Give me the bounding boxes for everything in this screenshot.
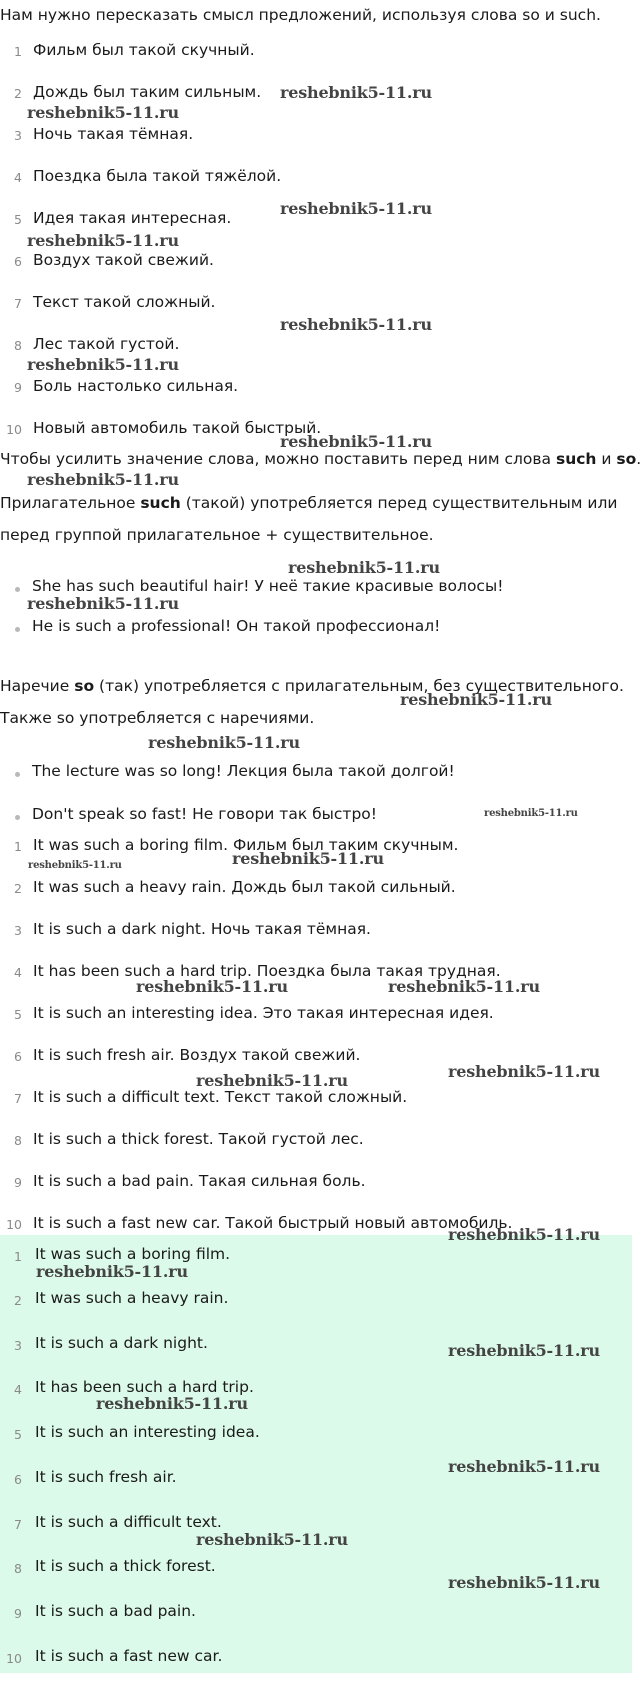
watermark: reshebnik5-11.ru [148, 733, 300, 752]
answer-item: It is such a bad pain. Такая сильная боль. [33, 1172, 366, 1190]
watermark: reshebnik5-11.ru [27, 470, 179, 489]
watermark: reshebnik5-11.ru [280, 199, 432, 218]
answer-item: It is such a difficult text. Текст такой сложный. [33, 1088, 408, 1106]
answer-item: It is such a dark night. Ночь такая тёмная. [33, 920, 371, 938]
item-number: 2 [14, 881, 22, 896]
watermark: reshebnik5-11.ru [136, 977, 288, 996]
watermark: reshebnik5-11.ru [96, 1394, 248, 1413]
item-number: 9 [14, 1606, 22, 1621]
watermark: reshebnik5-11.ru [196, 1071, 348, 1090]
example-item: The lecture was so long! Лекция была такой долгой! [32, 762, 455, 780]
task-item: Идея такая интересная. [33, 209, 232, 227]
answer-item: It is such a thick forest. Такой густой лес. [33, 1130, 364, 1148]
answer-item: It is such a difficult text. [35, 1513, 222, 1531]
item-number: 1 [14, 44, 22, 59]
watermark: reshebnik5-11.ru [196, 1530, 348, 1549]
watermark: reshebnik5-11.ru [232, 849, 384, 868]
answer-item: It is such fresh air. [35, 1468, 177, 1486]
item-number: 4 [14, 170, 22, 185]
watermark: reshebnik5-11.ru [388, 977, 540, 996]
answer-item: It was such a boring film. [35, 1245, 231, 1263]
task-item: Поездка была такой тяжёлой. [33, 167, 282, 185]
task-item: Новый автомобиль такой быстрый. [33, 419, 322, 437]
answer-item: It was such a heavy rain. [35, 1289, 229, 1307]
item-number: 4 [14, 1382, 22, 1397]
watermark: reshebnik5-11.ru [484, 808, 578, 819]
item-number: 3 [14, 128, 22, 143]
theory-paragraph: Прилагательное such (такой) употребляется перед существительным или [0, 494, 618, 512]
theory-paragraph: Чтобы усилить значение слова, можно поставить перед ним слова such и so. [0, 450, 641, 468]
answer-item: It is such a dark night. [35, 1334, 208, 1352]
item-number: 8 [14, 1133, 22, 1148]
answer-item: It has been such a hard trip. Поездка была такая трудная. [33, 962, 501, 980]
theory-paragraph: Также so употребляется с наречиями. [0, 709, 315, 727]
watermark: reshebnik5-11.ru [280, 432, 432, 451]
answer-item: It is such a fast new car. [35, 1647, 223, 1665]
watermark: reshebnik5-11.ru [448, 1062, 600, 1081]
item-number: 5 [14, 212, 22, 227]
bullet [15, 587, 20, 592]
watermark: reshebnik5-11.ru [27, 231, 179, 250]
bullet [15, 772, 20, 777]
watermark: reshebnik5-11.ru [448, 1573, 600, 1592]
item-number: 10 [6, 422, 22, 437]
item-number: 2 [14, 1293, 22, 1308]
item-number: 6 [14, 1472, 22, 1487]
theory-paragraph: Наречие so (так) употребляется с прилагательным, без существительного. [0, 677, 624, 695]
item-number: 9 [14, 1175, 22, 1190]
answer-item: It has been such a hard trip. [35, 1378, 254, 1396]
theory-paragraph: перед группой прилагательное + существительное. [0, 526, 434, 544]
watermark: reshebnik5-11.ru [280, 83, 432, 102]
item-number: 7 [14, 1091, 22, 1106]
item-number: 6 [14, 1049, 22, 1064]
answer-item: It is such a bad pain. [35, 1602, 196, 1620]
task-item: Фильм был такой скучный. [33, 41, 255, 59]
item-number: 8 [14, 1561, 22, 1576]
item-number: 7 [14, 296, 22, 311]
example-item: She has such beautiful hair! У неё такие красивые волосы! [32, 577, 504, 595]
item-number: 10 [6, 1651, 22, 1666]
task-item: Дождь был таким сильным. [33, 83, 262, 101]
watermark: reshebnik5-11.ru [288, 558, 440, 577]
example-item: Don't speak so fast! Не говори так быстро! [32, 805, 377, 823]
watermark: reshebnik5-11.ru [27, 103, 179, 122]
item-number: 3 [14, 923, 22, 938]
item-number: 1 [14, 839, 22, 854]
item-number: 3 [14, 1338, 22, 1353]
task-item: Ночь такая тёмная. [33, 125, 194, 143]
answer-item: It is such an interesting idea. [35, 1423, 260, 1441]
item-number: 9 [14, 380, 22, 395]
task-item: Текст такой сложный. [33, 293, 216, 311]
item-number: 6 [14, 254, 22, 269]
answer-item: It is such an interesting idea. Это такая интересная идея. [33, 1004, 494, 1022]
item-number: 5 [14, 1427, 22, 1442]
watermark: reshebnik5-11.ru [448, 1341, 600, 1360]
item-number: 1 [14, 1249, 22, 1264]
watermark: reshebnik5-11.ru [448, 1457, 600, 1476]
item-number: 5 [14, 1007, 22, 1022]
intro-text: Нам нужно пересказать смысл предложений, используя слова so и such. [0, 6, 601, 24]
item-number: 10 [6, 1217, 22, 1232]
bullet [15, 815, 20, 820]
watermark: reshebnik5-11.ru [28, 860, 122, 871]
watermark: reshebnik5-11.ru [27, 355, 179, 374]
example-item: He is such a professional! Он такой профессионал! [32, 617, 441, 635]
answer-item: It is such a thick forest. [35, 1557, 216, 1575]
watermark: reshebnik5-11.ru [280, 315, 432, 334]
item-number: 7 [14, 1517, 22, 1532]
answer-item: It is such a fast new car. Такой быстрый новый автомобиль. [33, 1214, 513, 1232]
watermark: reshebnik5-11.ru [400, 690, 552, 709]
item-number: 4 [14, 965, 22, 980]
answer-item: It is such fresh air. Воздух такой свежий. [33, 1046, 361, 1064]
task-item: Боль настолько сильная. [33, 377, 239, 395]
item-number: 8 [14, 338, 22, 353]
answer-item: It was such a heavy rain. Дождь был такой сильный. [33, 878, 456, 896]
task-item: Воздух такой свежий. [33, 251, 214, 269]
answer-item: It was such a boring film. Фильм был таким скучным. [33, 836, 459, 854]
watermark: reshebnik5-11.ru [27, 594, 179, 613]
task-item: Лес такой густой. [33, 335, 180, 353]
watermark: reshebnik5-11.ru [448, 1225, 600, 1244]
bullet [15, 627, 20, 632]
item-number: 2 [14, 86, 22, 101]
watermark: reshebnik5-11.ru [36, 1262, 188, 1281]
